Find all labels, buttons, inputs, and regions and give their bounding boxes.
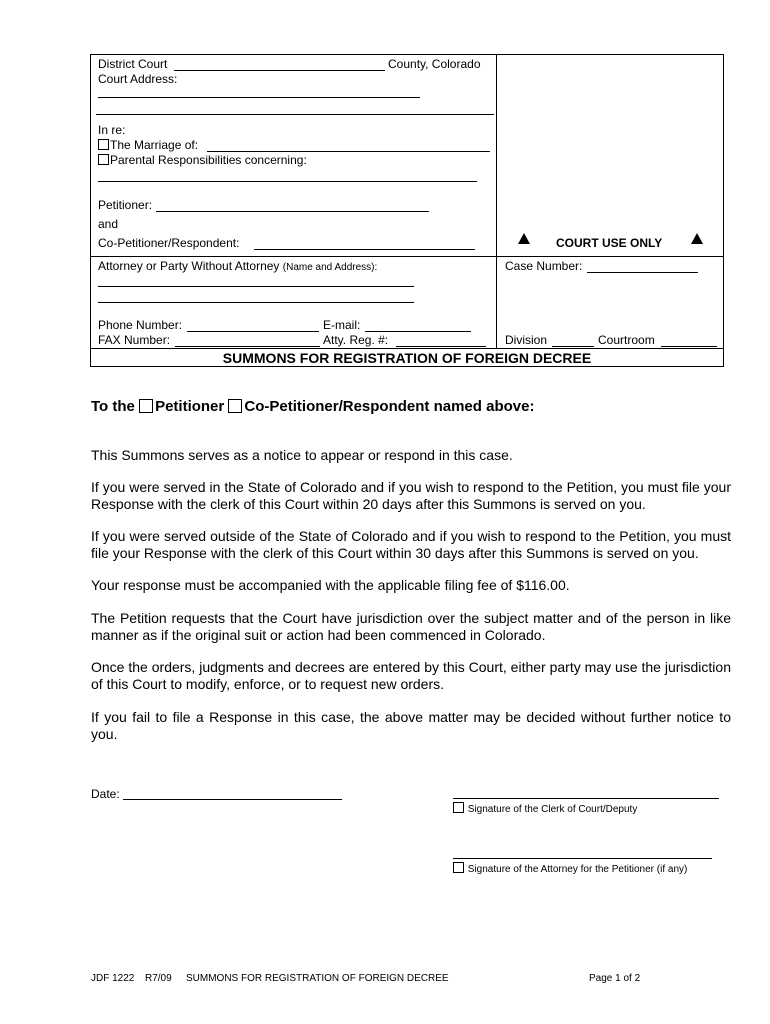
clerk-signature-line[interactable] bbox=[453, 798, 719, 799]
case-number-field[interactable] bbox=[587, 272, 698, 273]
court-address-field[interactable] bbox=[98, 97, 420, 98]
clerk-signature-checkbox[interactable] bbox=[453, 802, 464, 813]
date-field[interactable] bbox=[123, 799, 342, 800]
atty-reg-label: Atty. Reg. #: bbox=[323, 333, 389, 347]
courtroom-label: Courtroom bbox=[598, 333, 655, 347]
court-address-divider bbox=[96, 114, 494, 115]
parental-label: Parental Responsibilities concerning: bbox=[110, 153, 307, 167]
attorney-signature-checkbox[interactable] bbox=[453, 862, 464, 873]
attorney-label: Attorney or Party Without Attorney bbox=[98, 259, 280, 273]
in-re-label: In re: bbox=[98, 123, 126, 137]
paragraph-served-out-of-state: If you were served outside of the State of Colorado and if you wish to respond to the Petition, you must file your Response with the clerk of this Court within 30 days after this Summons is served on you. bbox=[91, 528, 731, 561]
copetitioner-field[interactable] bbox=[254, 249, 475, 250]
addressee-line bbox=[91, 398, 534, 415]
copetitioner-label: Co-Petitioner/Respondent: bbox=[98, 236, 240, 250]
attorney-signature-row bbox=[453, 862, 687, 875]
petitioner-field[interactable] bbox=[156, 211, 429, 212]
parties-field[interactable] bbox=[98, 181, 477, 182]
caption-divider-mid bbox=[90, 256, 724, 257]
triangle-icon-right bbox=[691, 233, 703, 247]
marriage-row bbox=[98, 138, 198, 152]
phone-field[interactable] bbox=[187, 331, 319, 332]
petitioner-label: Petitioner: bbox=[98, 198, 153, 212]
district-court-label: District Court bbox=[98, 57, 168, 71]
atty-reg-field[interactable] bbox=[396, 346, 486, 347]
court-use-only-label: COURT USE ONLY bbox=[556, 236, 663, 250]
attorney-label-row bbox=[98, 259, 377, 273]
petitioner-checkbox[interactable] bbox=[139, 399, 153, 413]
paragraph-filing-fee: Your response must be accompanied with the applicable filing fee of $116.00. bbox=[91, 577, 570, 593]
county-label: County, Colorado bbox=[388, 57, 481, 71]
parental-checkbox[interactable] bbox=[98, 154, 109, 165]
footer-form-id: JDF 1222 bbox=[91, 973, 135, 984]
paragraph-served-in-state: If you were served in the State of Colorado and if you wish to respond to the Petition, you must file your Response with the clerk of this Court within 20 days after this Summons is served on you. bbox=[91, 479, 731, 512]
parental-row bbox=[98, 153, 307, 167]
marriage-checkbox[interactable] bbox=[98, 139, 109, 150]
division-label: Division bbox=[505, 333, 548, 347]
attorney-address-line-1[interactable] bbox=[98, 286, 414, 287]
email-label: E-mail: bbox=[323, 318, 361, 332]
fax-label: FAX Number: bbox=[98, 333, 171, 347]
district-court-field[interactable] bbox=[174, 70, 385, 71]
triangle-icon-left bbox=[518, 233, 530, 247]
phone-label: Phone Number: bbox=[98, 318, 183, 332]
document-title: SUMMONS FOR REGISTRATION OF FOREIGN DECREE bbox=[222, 350, 592, 366]
paragraph-jurisdiction: The Petition requests that the Court have jurisdiction over the subject matter and of the person in like manner as if the original suit or action had been commenced in Colorado. bbox=[91, 610, 731, 643]
marriage-label: The Marriage of: bbox=[110, 138, 199, 152]
attorney-signature-line[interactable] bbox=[453, 858, 712, 859]
and-label: and bbox=[98, 217, 119, 231]
caption-divider-vertical bbox=[496, 54, 497, 348]
division-field[interactable] bbox=[552, 346, 594, 347]
addressee-petitioner: Petitioner bbox=[155, 398, 225, 415]
attorney-signature-label: Signature of the Attorney for the Petitioner (if any) bbox=[467, 864, 688, 875]
footer-revision: R7/09 bbox=[145, 973, 172, 984]
attorney-address-line-2[interactable] bbox=[98, 302, 414, 303]
email-field[interactable] bbox=[365, 331, 471, 332]
paragraph-notice: This Summons serves as a notice to appear or respond in this case. bbox=[91, 447, 513, 463]
addressee-copetitioner: Co-Petitioner/Respondent named above: bbox=[244, 398, 535, 415]
caption-divider-title bbox=[90, 348, 724, 349]
courtroom-field[interactable] bbox=[661, 346, 717, 347]
attorney-sub-label: (Name and Address): bbox=[282, 262, 378, 273]
paragraph-failure-to-file: If you fail to file a Response in this case, the above matter may be decided without further notice to you. bbox=[91, 709, 731, 742]
case-number-label: Case Number: bbox=[505, 259, 583, 273]
footer-page-number: Page 1 of 2 bbox=[589, 973, 641, 984]
fax-field[interactable] bbox=[175, 346, 320, 347]
clerk-signature-label: Signature of the Clerk of Court/Deputy bbox=[467, 804, 638, 815]
marriage-field[interactable] bbox=[207, 151, 490, 152]
paragraph-orders: Once the orders, judgments and decrees are entered by this Court, either party may use the jurisdiction of this Court to modify, enforce, or to request new orders. bbox=[91, 659, 731, 692]
court-address-label: Court Address: bbox=[98, 72, 178, 86]
date-label: Date: bbox=[91, 787, 120, 801]
clerk-signature-row bbox=[453, 802, 637, 815]
footer-form-title: SUMMONS FOR REGISTRATION OF FOREIGN DECREE bbox=[186, 973, 449, 984]
addressee-prefix: To the bbox=[91, 398, 135, 415]
copetitioner-checkbox[interactable] bbox=[228, 399, 242, 413]
